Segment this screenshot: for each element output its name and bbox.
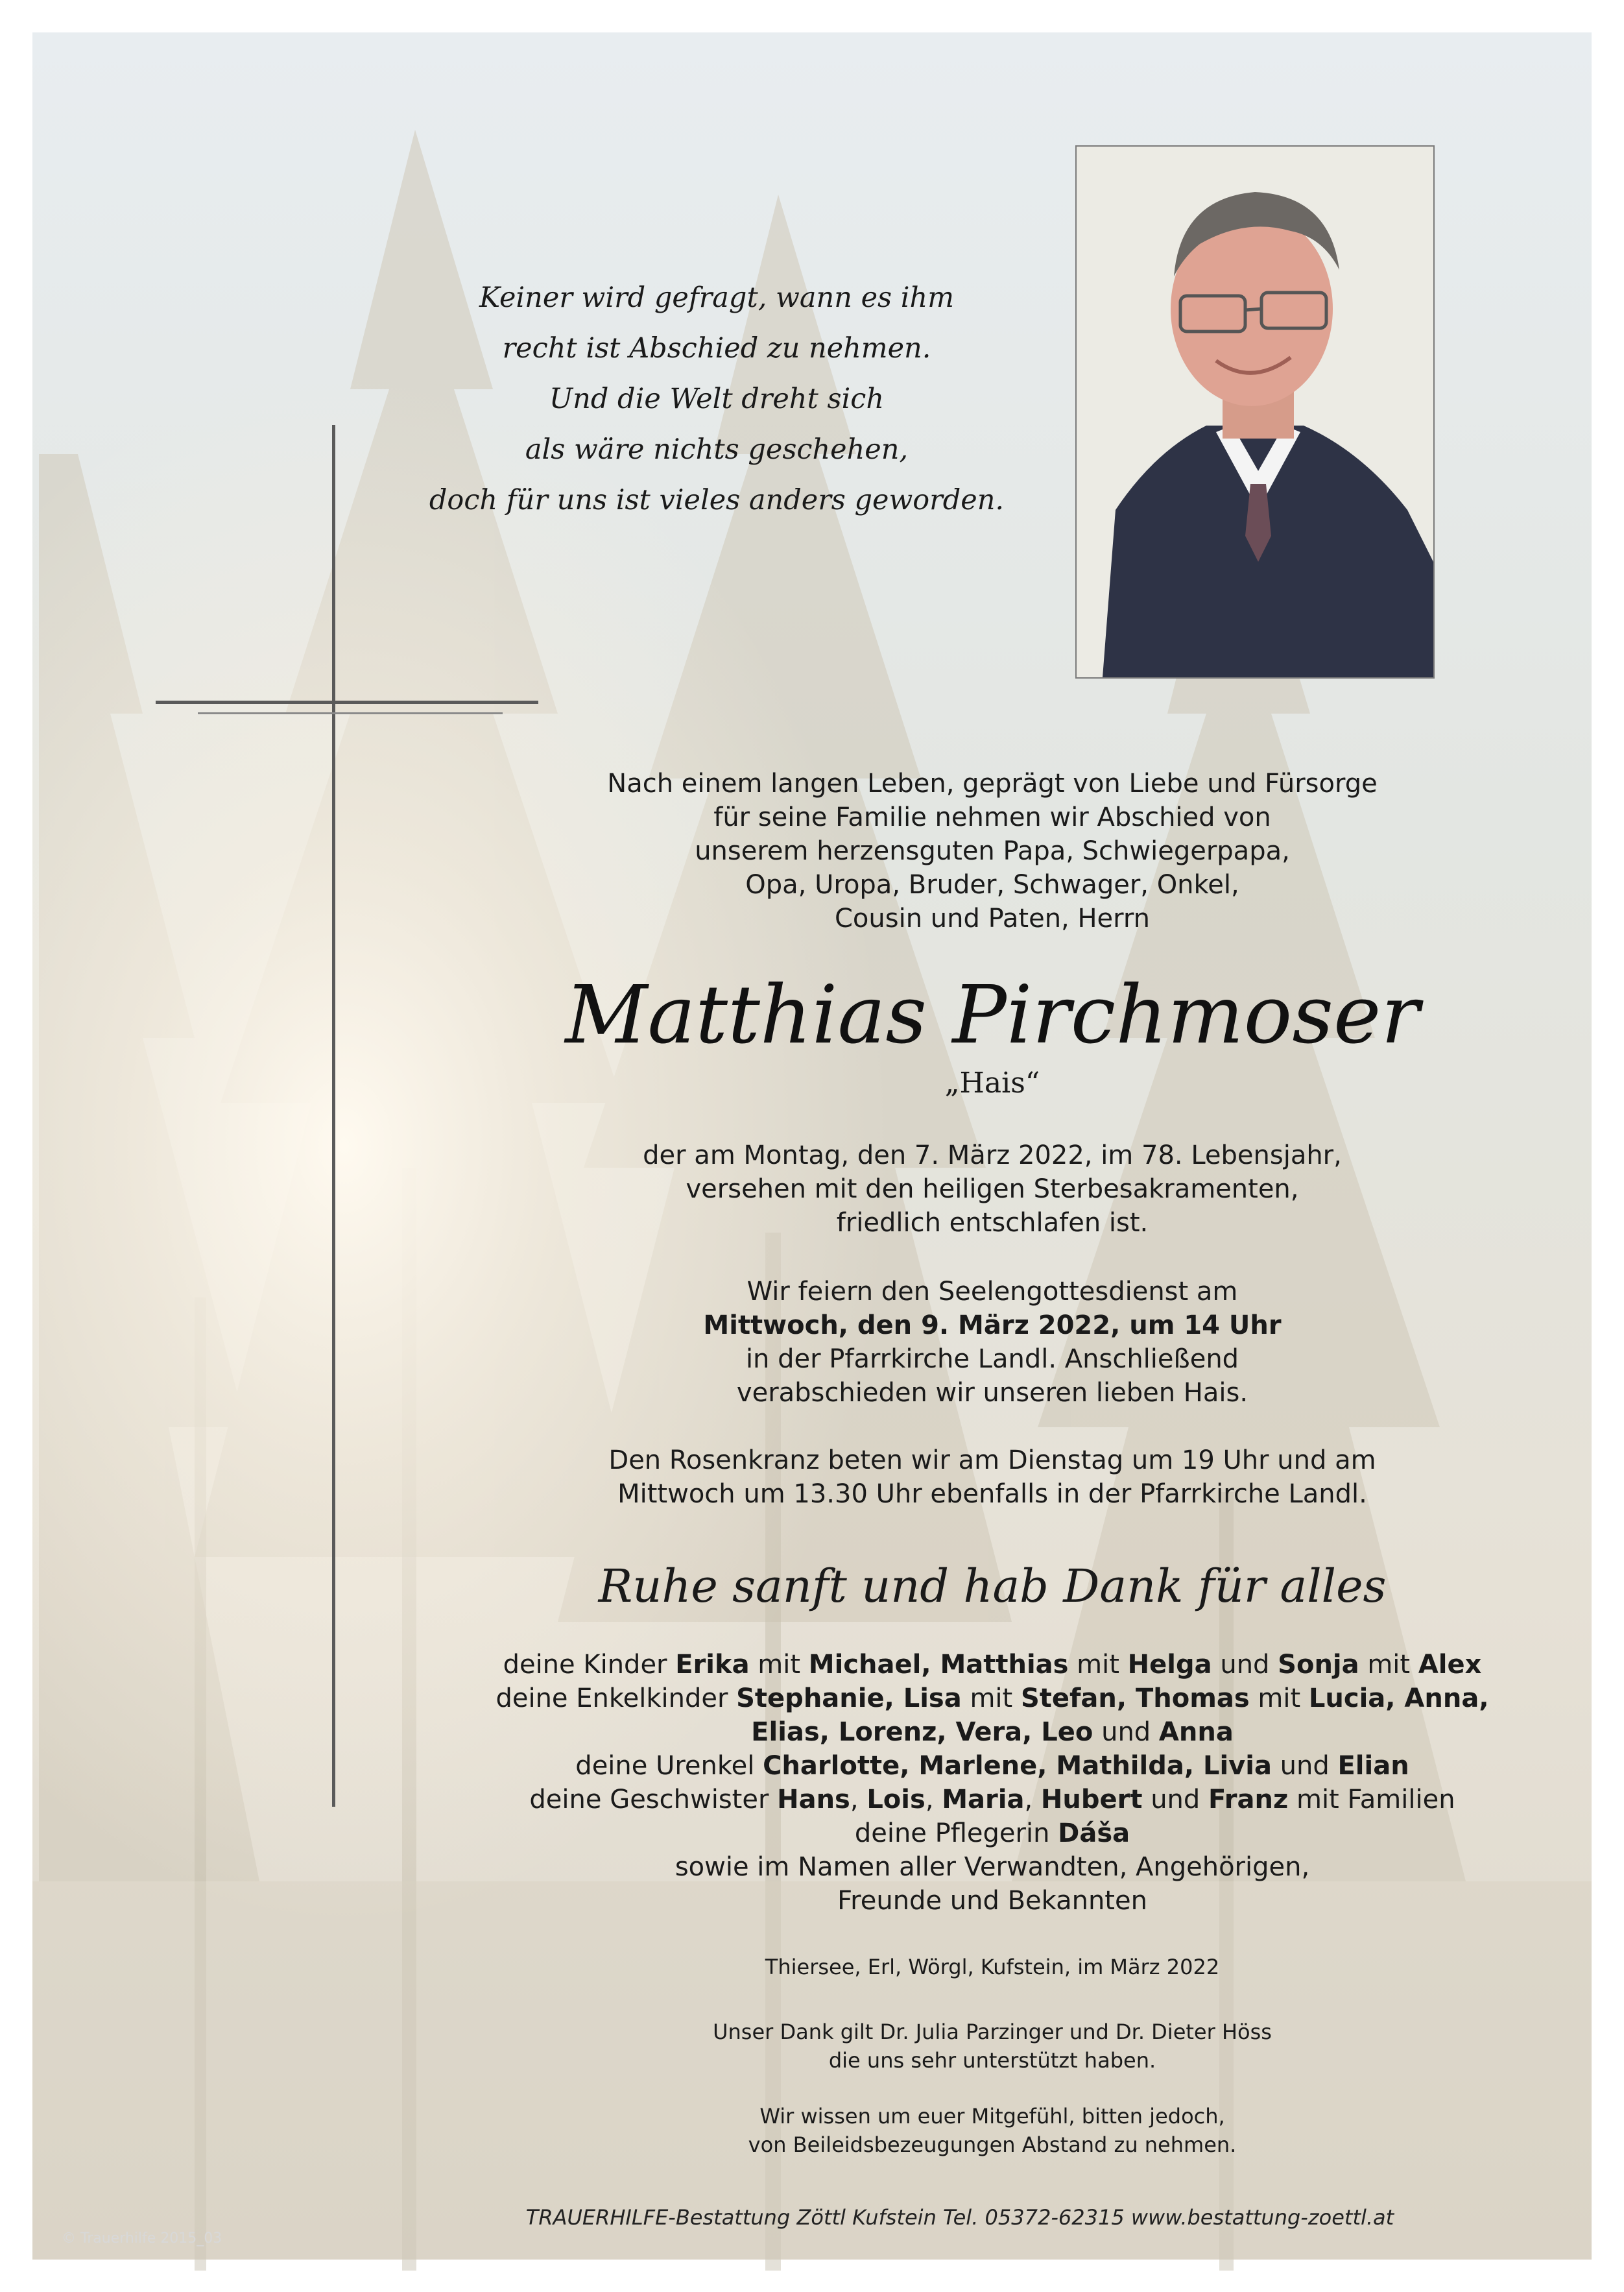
family-line: Freunde und Bekannten	[837, 1886, 1147, 1916]
family-text: deine Urenkel	[575, 1751, 763, 1781]
service-line: verabschieden wir unseren lieben Hais.	[736, 1378, 1248, 1408]
portrait-photo	[1075, 145, 1435, 679]
rosary-notice	[532, 1443, 1453, 1511]
wish-line: von Beileidsbezeugungen Abstand zu nehmen.	[748, 2132, 1237, 2157]
condolence-wish	[532, 2102, 1453, 2159]
intro-line: Cousin und Paten, Herrn	[834, 904, 1150, 934]
family-text: deine Geschwister	[529, 1785, 778, 1815]
family-text: ,	[1024, 1785, 1041, 1815]
family-text: ,	[925, 1785, 942, 1815]
intro-line: Nach einem langen Leben, geprägt von Liebe und Fürsorge	[607, 769, 1378, 799]
family-text: deine Kinder	[503, 1650, 676, 1680]
family-member: Michael, Matthias	[808, 1650, 1069, 1680]
quote-line: recht ist Abschied zu nehmen.	[502, 332, 931, 365]
rosary-line: Den Rosenkranz beten wir am Dienstag um 19 Uhr und am	[608, 1445, 1376, 1475]
intro-block	[532, 767, 1453, 935]
family-member: Alex	[1418, 1650, 1482, 1680]
thanks-line: Unser Dank gilt Dr. Julia Parzinger und Dr. Dieter Höss	[713, 2020, 1272, 2044]
family-member: Elian	[1337, 1751, 1409, 1781]
place-date: Thiersee, Erl, Wörgl, Kufstein, im März 2022	[765, 1955, 1220, 1979]
family-line-caregiver	[422, 1816, 1563, 1850]
quote-line: als wäre nichts geschehen,	[525, 433, 909, 466]
deceased-name: Matthias Pirchmoser	[565, 969, 1420, 1062]
family-line-greatgrandchildren	[422, 1749, 1563, 1783]
family-text: mit Familien	[1288, 1785, 1455, 1815]
family-line: sowie im Namen aller Verwandten, Angehörigen,	[675, 1852, 1310, 1882]
family-member: Anna	[1158, 1717, 1234, 1747]
family-text: mit	[961, 1683, 1021, 1713]
family-text: und	[1271, 1751, 1338, 1781]
family-member: Dáša	[1058, 1818, 1130, 1848]
death-line: der am Montag, den 7. März 2022, im 78. Lebensjahr,	[643, 1140, 1342, 1170]
family-member: Charlotte, Marlene, Mathilda, Livia	[763, 1751, 1272, 1781]
service-notice	[532, 1275, 1453, 1410]
family-member: Franz	[1208, 1785, 1289, 1815]
family-line-children	[422, 1648, 1563, 1682]
wish-line: Wir wissen um euer Mitgefühl, bitten jedoch,	[759, 2104, 1225, 2129]
death-line: versehen mit den heiligen Sterbesakramenten,	[686, 1174, 1299, 1204]
family-member: Lucia, Anna,	[1308, 1683, 1489, 1713]
intro-line: unserem herzensguten Papa, Schwiegerpapa,	[695, 836, 1290, 866]
intro-line: Opa, Uropa, Bruder, Schwager, Onkel,	[745, 870, 1239, 900]
family-text: mit	[1249, 1683, 1309, 1713]
death-notice	[532, 1139, 1453, 1240]
funeral-home-footer: TRAUERHILFE-Bestattung Zöttl Kufstein Tel. 05372-62315 www.bestattung-zoettl.at	[525, 2205, 1394, 2230]
family-member: Erika	[675, 1650, 750, 1680]
family-line-siblings	[422, 1783, 1563, 1816]
service-date-text: Mittwoch, den 9. März 2022, um 14 Uhr	[703, 1310, 1282, 1340]
motto: Ruhe sanft und hab Dank für alles	[598, 1560, 1387, 1613]
service-line: Wir feiern den Seelengottesdienst am	[746, 1277, 1238, 1307]
family-member: Maria	[942, 1785, 1025, 1815]
family-line-grandchildren-cont	[422, 1715, 1563, 1749]
quote-line: doch für uns ist vieles anders geworden.	[429, 484, 1005, 516]
family-text: deine Enkelkinder	[496, 1683, 737, 1713]
family-text: mit	[1359, 1650, 1418, 1680]
family-text: mit	[749, 1650, 809, 1680]
quote-line: Und die Welt dreht sich	[549, 383, 885, 415]
thanks-note	[532, 2018, 1453, 2075]
family-member: Stefan, Thomas	[1020, 1683, 1250, 1713]
family-text: und	[1093, 1717, 1159, 1747]
intro-line: für seine Familie nehmen wir Abschied von	[713, 802, 1271, 832]
thanks-line: die uns sehr unterstützt haben.	[828, 2048, 1156, 2073]
family-member: Stephanie, Lisa	[736, 1683, 962, 1713]
quote-line: Keiner wird gefragt, wann es ihm	[479, 282, 954, 314]
quote-block	[396, 272, 1038, 525]
family-text: deine Pflegerin	[854, 1818, 1058, 1848]
nickname: „Hais“	[944, 1067, 1040, 1100]
family-member: Hans	[777, 1785, 850, 1815]
service-line: in der Pfarrkirche Landl. Anschließend	[745, 1344, 1239, 1374]
family-member: Elias, Lorenz, Vera, Leo	[751, 1717, 1093, 1747]
service-date	[532, 1309, 1453, 1342]
family-list	[422, 1648, 1563, 1918]
family-member: Helga	[1127, 1650, 1212, 1680]
copyright-note: © Trauerhilfe 2015_03	[62, 2230, 222, 2247]
family-line-grandchildren	[422, 1682, 1563, 1715]
family-member: Hubert	[1040, 1785, 1143, 1815]
death-line: friedlich entschlafen ist.	[836, 1208, 1149, 1238]
family-text: und	[1142, 1785, 1209, 1815]
rosary-line: Mittwoch um 13.30 Uhr ebenfalls in der Pfarrkirche Landl.	[617, 1479, 1367, 1509]
family-text: ,	[850, 1785, 867, 1815]
family-member: Sonja	[1278, 1650, 1359, 1680]
family-text: und	[1212, 1650, 1278, 1680]
family-member: Lois	[866, 1785, 925, 1815]
family-text: mit	[1068, 1650, 1128, 1680]
